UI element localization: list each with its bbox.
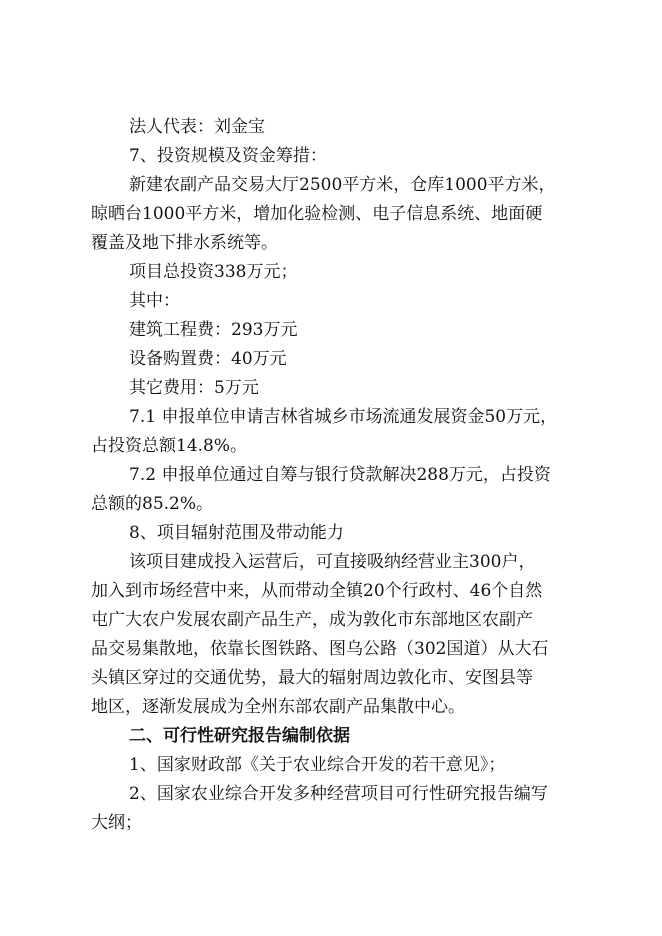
basis-item-2-continued: 大纲； xyxy=(91,813,142,833)
paragraph-line: 占投资总额14.8%。 xyxy=(91,436,248,456)
paragraph-line: 总额的85.2%。 xyxy=(91,494,214,514)
section-2-heading: 二、可行性研究报告编制依据 xyxy=(129,726,350,746)
among-line: 其中： xyxy=(129,291,180,311)
basis-item-1: 1、国家财政部《关于农业综合开发的若干意见》； xyxy=(129,755,506,775)
paragraph-line: 晾晒台1000平方米，增加化验检测、电子信息系统、地面硬 xyxy=(91,204,543,224)
paragraph-line: 加入到市场经营中来，从而带动全镇20个行政村、46个自然 xyxy=(91,581,543,601)
total-investment-line: 项目总投资338万元； xyxy=(129,262,298,282)
section-7-heading: 7、投资规模及资金筹措： xyxy=(129,146,327,166)
other-cost-line: 其它费用：5万元 xyxy=(129,378,259,398)
section-8-heading: 8、项目辐射范围及带动能力 xyxy=(129,523,344,543)
paragraph-line: 新建农副产品交易大厅2500平方米，仓库1000平方米， xyxy=(129,175,556,195)
paragraph-line: 7.2 申报单位通过自筹与银行贷款解决288万元，占投资 xyxy=(129,465,551,485)
paragraph-line: 品交易集散地，依靠长图铁路、图乌公路（302国道）从大石 xyxy=(91,639,549,659)
paragraph-line: 屯广大农户发展农副产品生产，成为敦化市东部地区农副产 xyxy=(91,610,533,630)
equipment-cost-line: 设备购置费：40万元 xyxy=(129,349,287,369)
paragraph-line: 覆盖及地下排水系统等。 xyxy=(91,233,278,253)
paragraph-line: 地区，逐渐发展成为全州东部农副产品集散中心。 xyxy=(91,697,465,717)
basis-item-2: 2、国家农业综合开发多种经营项目可行性研究报告编写 xyxy=(129,784,548,804)
paragraph-line: 该项目建成投入运营后，可直接吸纳经营业主300户， xyxy=(129,552,536,572)
construction-cost-line: 建筑工程费：293万元 xyxy=(129,320,298,340)
legal-representative-line: 法人代表：刘金宝 xyxy=(129,117,265,137)
paragraph-line: 头镇区穿过的交通优势，最大的辐射周边敦化市、安图县等 xyxy=(91,668,533,688)
paragraph-line: 7.1 申报单位申请吉林省城乡市场流通发展资金50万元， xyxy=(129,407,558,427)
